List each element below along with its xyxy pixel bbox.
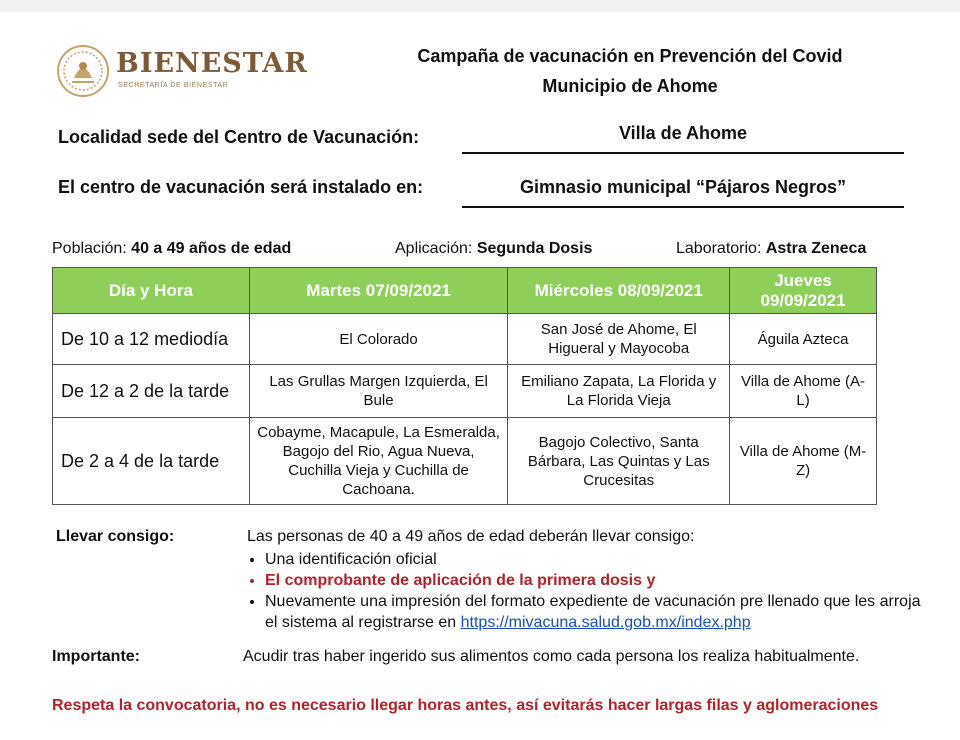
population-label: Población: bbox=[52, 240, 127, 257]
location-cell: Águila Azteca bbox=[730, 314, 877, 365]
brand-subtitle: SECRETARÍA DE BIENESTAR bbox=[118, 82, 229, 89]
location-cell: Emiliano Zapata, La Florida y La Florida Vieja bbox=[508, 365, 730, 418]
time-slot-cell: De 10 a 12 mediodía bbox=[53, 314, 250, 365]
top-band bbox=[0, 0, 960, 12]
location-cell: Las Grullas Margen Izquierda, El Bule bbox=[249, 365, 508, 418]
footer-notice: Respeta la convocatoria, no es necesario llegar horas antes, así evitarás hacer largas filas y aglomeraciones bbox=[52, 697, 879, 714]
time-slot-cell: De 12 a 2 de la tarde bbox=[53, 365, 250, 418]
laboratory-value: Astra Zeneca bbox=[765, 240, 867, 257]
list-item bbox=[265, 549, 925, 570]
table-row bbox=[53, 418, 877, 505]
table-row bbox=[53, 365, 877, 418]
bring-along-label: Llevar consigo: bbox=[56, 528, 175, 545]
header-thursday: Jueves 09/09/2021 bbox=[730, 268, 877, 314]
municipality-title: Municipio de Ahome bbox=[542, 76, 718, 96]
location-cell: Villa de Ahome (M-Z) bbox=[730, 418, 877, 505]
bienestar-logo bbox=[56, 44, 306, 100]
location-cell: El Colorado bbox=[249, 314, 508, 365]
location-cell: Bagojo Colectivo, Santa Bárbara, Las Quintas y Las Crucesitas bbox=[508, 418, 730, 505]
registration-form-item: Nuevamente una impresión del formato expediente de vacunación pre llenado que les arroja el sistema al registrarse en bbox=[265, 593, 921, 631]
mivacuna-link[interactable]: https://mivacuna.salud.gob.mx/index.php bbox=[460, 614, 751, 631]
laboratory-label: Laboratorio: bbox=[676, 240, 762, 257]
application-info bbox=[395, 240, 592, 258]
vaccination-schedule-table bbox=[52, 267, 877, 505]
header-tuesday: Martes 07/09/2021 bbox=[249, 268, 508, 314]
official-id-item: Una identificación oficial bbox=[265, 551, 437, 568]
population-info bbox=[52, 240, 291, 258]
campaign-title: Campaña de vacunación en Prevención del Covid bbox=[417, 46, 843, 66]
important-label: Importante: bbox=[52, 648, 140, 665]
header-wednesday: Miércoles 08/09/2021 bbox=[508, 268, 730, 314]
table-row bbox=[53, 314, 877, 365]
application-label: Aplicación: bbox=[395, 240, 473, 257]
laboratory-info bbox=[676, 240, 866, 258]
header-day-time: Día y Hora bbox=[53, 268, 250, 314]
locality-value: Villa de Ahome bbox=[462, 123, 904, 154]
table-header-row bbox=[53, 268, 877, 314]
time-slot-cell: De 2 a 4 de la tarde bbox=[53, 418, 250, 505]
brand-name: BIENESTAR bbox=[116, 48, 308, 79]
venue-label: El centro de vacunación será instalado en: bbox=[58, 177, 424, 197]
list-item bbox=[265, 570, 925, 591]
location-cell: Villa de Ahome (A-L) bbox=[730, 365, 877, 418]
location-cell: San José de Ahome, El Higueral y Mayocoba bbox=[508, 314, 730, 365]
bring-along-intro: Las personas de 40 a 49 años de edad deberán llevar consigo: bbox=[247, 528, 695, 545]
locality-label: Localidad sede del Centro de Vacunación: bbox=[58, 127, 420, 147]
important-text: Acudir tras haber ingerido sus alimentos como cada persona los realiza habitualmente. bbox=[243, 648, 860, 665]
coat-of-arms-seal-icon bbox=[56, 44, 110, 98]
first-dose-proof-item: El comprobante de aplicación de la primera dosis y bbox=[265, 572, 656, 589]
population-value: 40 a 49 años de edad bbox=[131, 240, 292, 257]
location-cell: Cobayme, Macapule, La Esmeralda, Bagojo del Rio, Agua Nueva, Cuchilla Vieja y Cuchilla de Cachoana. bbox=[249, 418, 508, 505]
application-value: Segunda Dosis bbox=[476, 240, 593, 257]
list-item bbox=[265, 591, 925, 633]
bring-along-list bbox=[247, 549, 925, 633]
venue-value: Gimnasio municipal “Pájaros Negros” bbox=[462, 177, 904, 208]
